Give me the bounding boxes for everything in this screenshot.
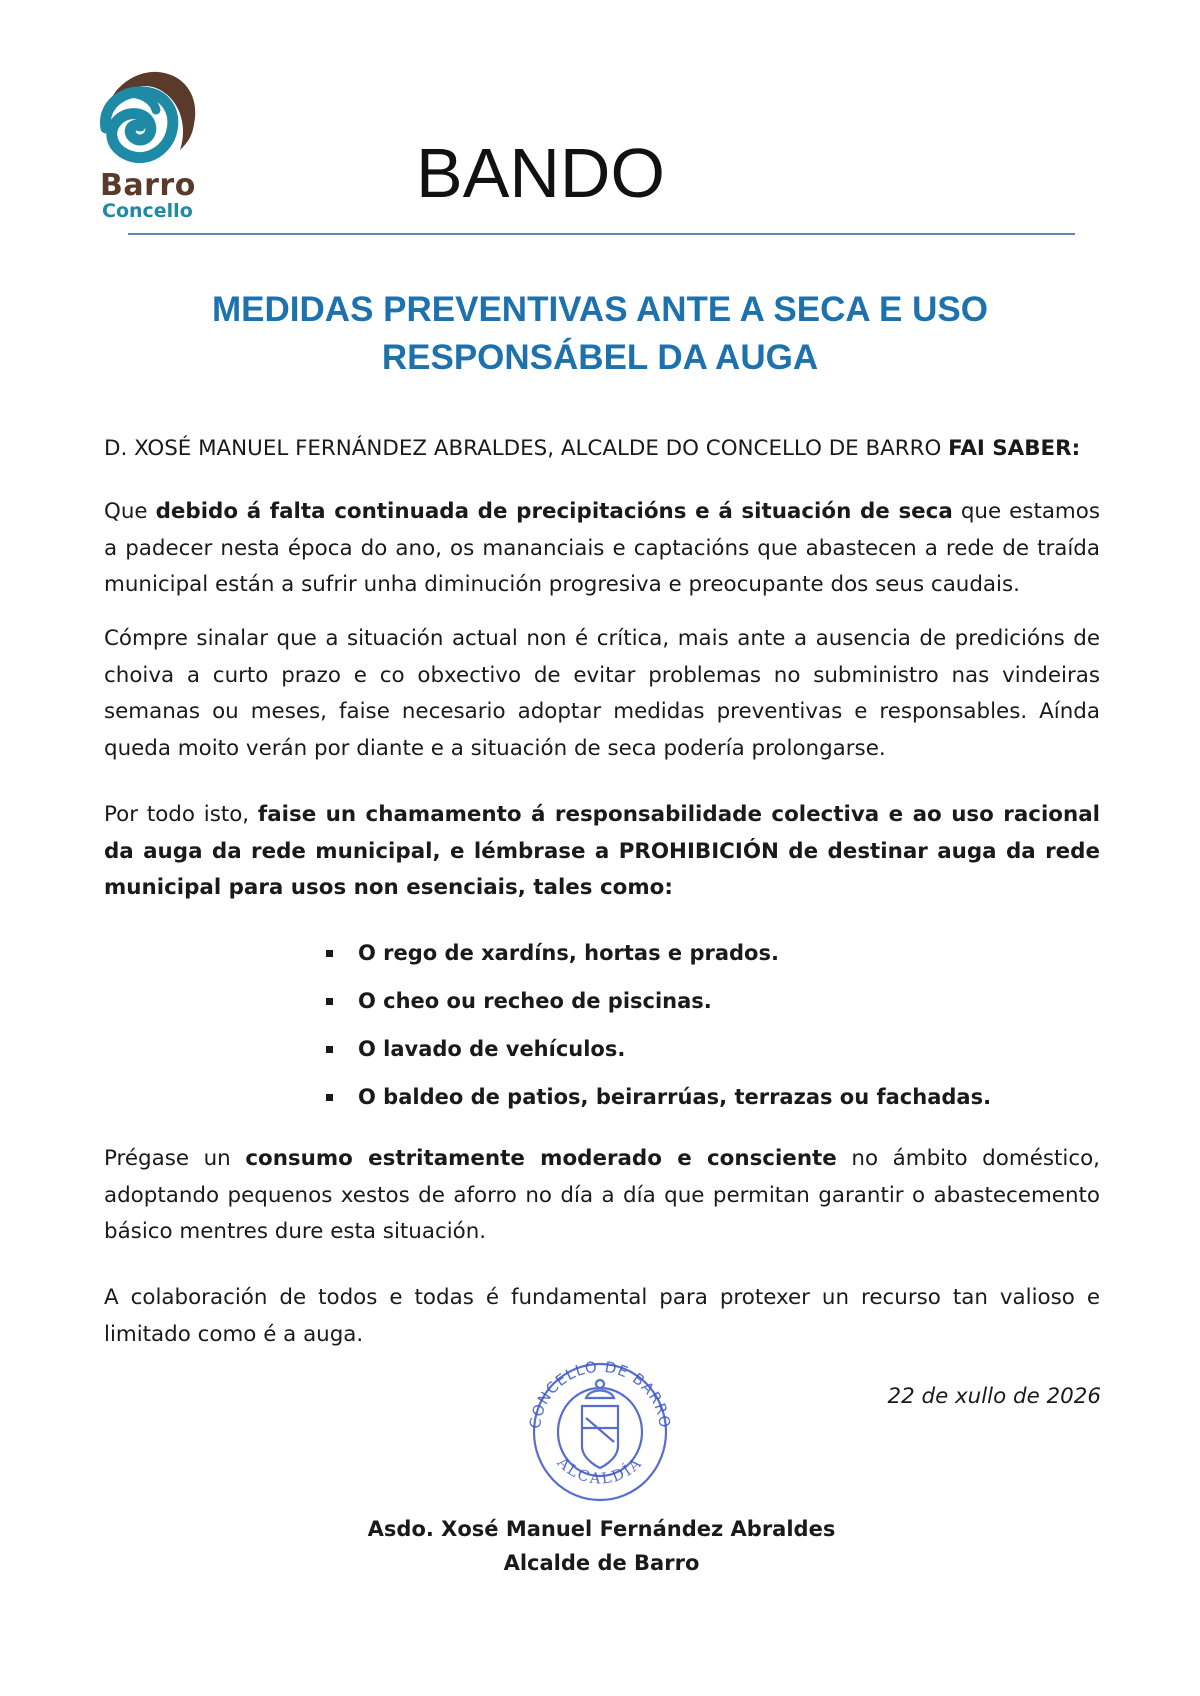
logo-subtitle: Concello [102, 200, 193, 222]
list-item-text: O baldeo de patios, beirarrúas, terrazas ou fachadas. [358, 1085, 992, 1109]
bullet-icon [326, 1046, 333, 1053]
logo-name: Barro [100, 168, 196, 203]
title-line-2: RESPONSÁBEL DA AUGA [381, 338, 819, 377]
paragraph-5: A colaboración de todos e todas é fundamental para protexer un recurso tan valioso e limitado como é a auga. [104, 1285, 1100, 1347]
paragraph-1-text-end: que estamos a padecer nesta época do ano, os mananciais e captacións que abastecen a rede de traída municipal están a sufrir unha diminución progresiva e preocupante dos seus caudais. [104, 499, 1101, 597]
list-item-text: O cheo ou recheo de piscinas. [358, 989, 712, 1013]
official-stamp [520, 1346, 680, 1506]
paragraph-4-text: Prégase un [104, 1146, 246, 1171]
document-date: 22 de xullo de 2026 [887, 1384, 1101, 1409]
intro-text: D. XOSÉ MANUEL FERNÁNDEZ ABRALDES, ALCALDE DO CONCELLO DE BARRO [104, 436, 949, 461]
paragraph-4-bold: consumo estritamente moderado e consciente [245, 1146, 837, 1171]
list-item [326, 986, 991, 1034]
paragraph-3-text: Por todo isto, [104, 802, 258, 827]
list-item [326, 1034, 991, 1082]
paragraph-1-bold: debido á falta continuada de precipitacións e á situación de seca [155, 499, 953, 524]
intro-bold: FAI SABER: [948, 436, 1081, 461]
signature-block [300, 1512, 903, 1580]
intro-paragraph [104, 431, 1100, 468]
header-divider [128, 233, 1075, 235]
title-line-1: MEDIDAS PREVENTIVAS ANTE A SECA E USO [212, 290, 988, 329]
bullet-icon [326, 950, 333, 957]
paragraph-4-text-end: no ámbito doméstico, adoptando pequenos xestos de aforro no día a día que permitan garantir o abastecemento básico mentres dure esta situación. [104, 1146, 1100, 1244]
svg-text:CONCELLO DE BARRO: CONCELLO DE BARRO [525, 1357, 675, 1430]
document-title [100, 286, 1100, 382]
svg-text:ALCALDÍA: ALCALDÍA [553, 1453, 647, 1488]
list-item-text: O lavado de vehículos. [358, 1037, 626, 1061]
stamp-seal-icon [520, 1346, 680, 1506]
paragraph-3-bold: faise un chamamento á responsabilidade colectiva e ao uso racional da auga da rede municipal, e lémbrase a PROHIBICIÓN de destinar auga da rede municipal para usos non esenciais, tales como: [104, 802, 1100, 900]
concello-logo [96, 66, 206, 226]
paragraph-2: Cómpre sinalar que a situación actual non é crítica, mais ante a ausencia de predicións de choiva a curto prazo e co obxectivo de evitar problemas no subministro nas vindeiras semanas ou meses, faise necesario adoptar medidas preventivas e responsables. Aínda queda moito verán por diante e a situación de seca podería prolongarse. [104, 626, 1100, 761]
paragraph-4 [104, 1141, 1100, 1251]
bullet-icon [326, 1094, 333, 1101]
barro-logo-icon [96, 66, 206, 176]
page-heading: BANDO [416, 134, 665, 212]
bullet-icon [326, 998, 333, 1005]
list-item-text: O rego de xardíns, hortas e prados. [358, 941, 779, 965]
paragraph-3 [104, 797, 1100, 907]
paragraph-1 [104, 494, 1100, 604]
list-item [326, 938, 991, 986]
list-item [326, 1082, 991, 1130]
paragraph-1-text: Que [104, 499, 156, 524]
signature-role: Alcalde de Barro [503, 1551, 700, 1575]
signature-name: Asdo. Xosé Manuel Fernández Abraldes [367, 1517, 836, 1541]
prohibited-uses-list [326, 938, 991, 1130]
